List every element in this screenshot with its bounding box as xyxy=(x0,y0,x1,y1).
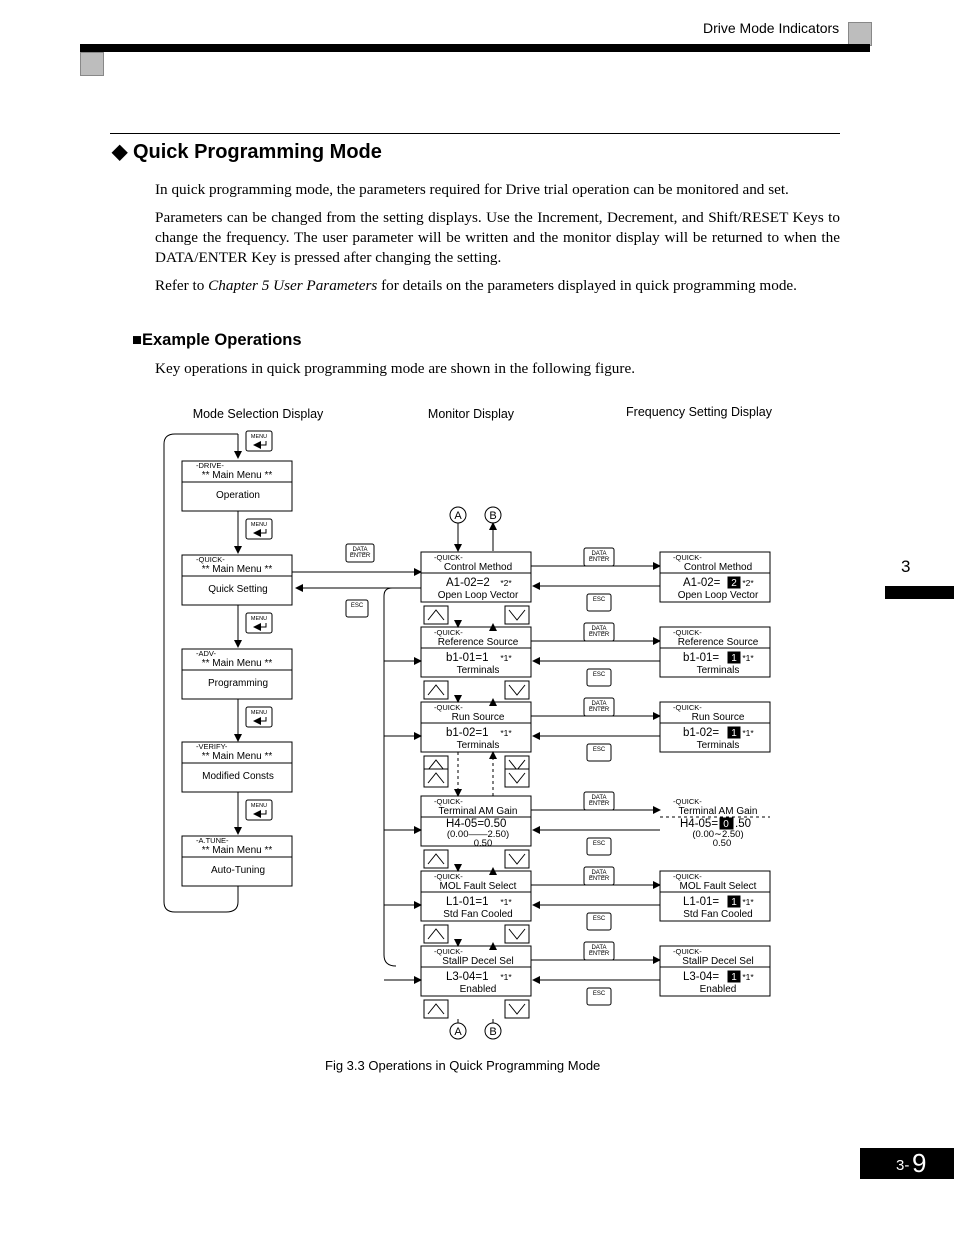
mode-tag: -VERIFY- xyxy=(196,742,228,751)
monitor-tag: -QUICK- xyxy=(434,703,463,712)
connector-a-top-label: A xyxy=(454,510,462,522)
monitor-note: *2* xyxy=(500,578,512,588)
monitor-title: Run Source xyxy=(451,712,505,723)
monitor-bracket xyxy=(384,588,421,966)
monitor-tag: -QUICK- xyxy=(434,947,463,956)
freq-default: 0.50 xyxy=(712,838,732,849)
freq-sub: Terminals xyxy=(696,740,740,751)
mode-name: Modified Consts xyxy=(202,771,274,782)
menu-key-label: MENU xyxy=(250,616,268,622)
freq-note: *1* xyxy=(742,897,754,907)
ref-pre: Refer to xyxy=(155,277,209,294)
monitor-value: L3-04=1 xyxy=(446,971,489,983)
freq-note: *1* xyxy=(742,728,754,738)
monitor-sub: Terminals xyxy=(456,740,500,751)
monitor-note: *1* xyxy=(500,653,512,663)
menu-key-label: MENU xyxy=(250,522,268,528)
freq-cursor-digit: 2 xyxy=(731,578,737,589)
increment-key[interactable] xyxy=(424,606,448,624)
freq-sub: Terminals xyxy=(696,665,740,676)
data-enter-key-label: DATA xyxy=(591,795,607,801)
monitor-sub: Terminals xyxy=(456,665,500,676)
monitor-value: b1-01=1 xyxy=(446,652,489,664)
freq-value-code: b1-01= xyxy=(683,652,720,664)
paragraph-keys: Parameters can be changed from the setting displays. Use the Increment, Decrement, and Shift/RESET Keys to change the frequency. The user parameter will be written and the monitor display will be returned to when the DATA/ENTER Key is pressed after changing the setting. xyxy=(155,209,840,266)
freq-value-code: L3-04= xyxy=(683,971,720,983)
monitor-value: A1-02=2 xyxy=(446,577,490,589)
data-enter-key-label: DATA xyxy=(352,547,368,553)
esc-key-label: ESC xyxy=(592,916,606,922)
data-enter-key-label: ENTER xyxy=(588,632,610,638)
chapter-tab-number: 3 xyxy=(901,557,911,576)
connector-b-bottom-label: B xyxy=(489,1026,497,1038)
esc-key-label: ESC xyxy=(592,747,606,753)
freq-tag: -QUICK- xyxy=(673,628,702,637)
freq-sub: Enabled xyxy=(699,984,737,995)
increment-key[interactable] xyxy=(424,681,448,699)
figure-caption: Fig 3.3 Operations in Quick Programming Mode xyxy=(325,1058,601,1073)
decrement-key[interactable] xyxy=(505,606,529,624)
freq-sub: Open Loop Vector xyxy=(677,590,759,601)
freq-tag: -QUICK- xyxy=(673,947,702,956)
freq-title: MOL Fault Select xyxy=(679,881,757,892)
data-enter-key-label: DATA xyxy=(591,945,607,951)
freq-value-code: L1-01= xyxy=(683,896,720,908)
data-enter-key-label: ENTER xyxy=(588,707,610,713)
monitor-tag: -QUICK- xyxy=(434,872,463,881)
increment-key[interactable] xyxy=(424,769,448,787)
connector-b-top-label: B xyxy=(489,510,497,522)
section-rule xyxy=(110,133,840,134)
menu-key-label: MENU xyxy=(250,434,268,440)
diamond-bullet-icon: ◆ xyxy=(112,141,128,163)
page-number-box xyxy=(860,1148,954,1179)
ref-post: for details on the parameters displayed in quick programming mode. xyxy=(377,277,797,294)
freq-sub: Std Fan Cooled xyxy=(683,909,753,920)
page-number-prefix: 3- xyxy=(896,1157,910,1174)
page-number: 9 xyxy=(912,1148,927,1178)
freq-note: *2* xyxy=(742,578,754,588)
esc-key-label: ESC xyxy=(350,603,364,609)
section-title: Quick Programming Mode xyxy=(132,141,382,163)
monitor-sub: Open Loop Vector xyxy=(437,590,519,601)
data-enter-key-label: ENTER xyxy=(588,876,610,882)
freq-title: Reference Source xyxy=(677,637,759,648)
esc-key-label: ESC xyxy=(592,991,606,997)
data-enter-key-label: ENTER xyxy=(588,557,610,563)
freq-note: *1* xyxy=(742,653,754,663)
data-enter-key-label: ENTER xyxy=(588,951,610,957)
connector-a-bottom-label: A xyxy=(454,1026,462,1038)
mode-title: ** Main Menu ** xyxy=(201,751,273,762)
increment-key[interactable] xyxy=(424,925,448,943)
operations-figure xyxy=(0,395,954,1095)
monitor-title: Control Method xyxy=(443,562,513,573)
data-enter-key-label: DATA xyxy=(591,626,607,632)
mode-title: ** Main Menu ** xyxy=(201,470,273,481)
mode-name: Quick Setting xyxy=(208,584,268,595)
freq-note: *1* xyxy=(742,972,754,982)
decrement-key[interactable] xyxy=(505,850,529,868)
monitor-note: *1* xyxy=(500,728,512,738)
monitor-title: StallP Decel Sel xyxy=(442,956,514,967)
subsection-heading xyxy=(132,331,302,350)
header-square-lower xyxy=(80,52,104,76)
esc-key-label: ESC xyxy=(592,672,606,678)
monitor-value: L1-01=1 xyxy=(446,896,489,908)
data-enter-key-label: DATA xyxy=(591,870,607,876)
heading-frequency-setting: Frequency Setting Display xyxy=(626,405,772,419)
running-header: Drive Mode Indicators xyxy=(703,20,840,36)
mode-name: Auto-Tuning xyxy=(210,865,266,876)
data-enter-key-label: ENTER xyxy=(588,801,610,807)
freq-title: Terminal AM Gain xyxy=(678,806,758,817)
freq-tag: -QUICK- xyxy=(673,703,702,712)
freq-cursor-digit: 0 xyxy=(723,819,729,830)
monitor-sub: Enabled xyxy=(459,984,497,995)
increment-key[interactable] xyxy=(424,1000,448,1018)
freq-cursor-digit: 1 xyxy=(731,653,737,664)
monitor-note: *1* xyxy=(500,972,512,982)
freq-cursor-digit: 1 xyxy=(731,972,737,983)
monitor-default: 0.50 xyxy=(473,838,493,849)
mode-tag: -QUICK- xyxy=(196,555,225,564)
mode-title: ** Main Menu ** xyxy=(201,564,273,575)
monitor-note: *1* xyxy=(500,897,512,907)
freq-cursor-digit: 1 xyxy=(731,897,737,908)
decrement-key[interactable] xyxy=(505,925,529,943)
data-enter-key-label: DATA xyxy=(591,701,607,707)
mode-name: Programming xyxy=(207,678,269,689)
freq-tag: -QUICK- xyxy=(673,553,702,562)
mode-tag: -ADV- xyxy=(196,649,217,658)
paragraph-reference xyxy=(155,276,840,296)
mode-title: ** Main Menu ** xyxy=(201,658,273,669)
freq-title: Control Method xyxy=(683,562,753,573)
freq-title: Run Source xyxy=(691,712,745,723)
data-enter-key-label: ENTER xyxy=(349,553,371,559)
ref-link: Chapter 5 User Parameters xyxy=(208,277,378,294)
mode-name: Operation xyxy=(216,490,260,501)
freq-value-code: b1-02= xyxy=(683,727,720,739)
increment-key[interactable] xyxy=(424,850,448,868)
esc-key-label: ESC xyxy=(592,841,606,847)
monitor-sub: Std Fan Cooled xyxy=(443,909,513,920)
freq-range: (0.00∼2.50) xyxy=(692,829,744,840)
esc-key-label: ESC xyxy=(592,597,606,603)
header-bar xyxy=(80,44,870,52)
monitor-tag: -QUICK- xyxy=(434,628,463,637)
subsection-title: Example Operations xyxy=(141,331,302,349)
mode-tag: -A.TUNE- xyxy=(196,836,229,845)
freq-value-code: H4-05= xyxy=(680,818,719,830)
mode-tag: -DRIVE- xyxy=(196,461,224,470)
square-bullet-icon: ■ xyxy=(132,331,142,349)
monitor-value: H4-05=0.50 xyxy=(446,818,507,830)
heading-mode-selection: Mode Selection Display xyxy=(192,407,324,421)
monitor-tag: -QUICK- xyxy=(434,553,463,562)
menu-key-label: MENU xyxy=(250,803,268,809)
freq-title: StallP Decel Sel xyxy=(682,956,754,967)
heading-monitor: Monitor Display xyxy=(427,407,515,421)
freq-value-code: A1-02= xyxy=(683,577,721,589)
monitor-title: Terminal AM Gain xyxy=(438,806,518,817)
freq-tag: -QUICK- xyxy=(673,872,702,881)
monitor-title: Reference Source xyxy=(437,637,519,648)
header-square xyxy=(848,22,872,46)
menu-key-label: MENU xyxy=(250,710,268,716)
monitor-value: b1-02=1 xyxy=(446,727,489,739)
monitor-title: MOL Fault Select xyxy=(439,881,517,892)
monitor-tag: -QUICK- xyxy=(434,797,463,806)
decrement-key[interactable] xyxy=(505,1000,529,1018)
freq-cursor-digit: 1 xyxy=(731,728,737,739)
chapter-tab-bar xyxy=(885,586,954,599)
paragraph-example: Key operations in quick programming mode are shown in the following figure. xyxy=(155,360,635,377)
paragraph-intro: In quick programming mode, the parameters required for Drive trial operation can be monitored and set. xyxy=(155,181,789,198)
section-heading xyxy=(112,139,382,164)
data-enter-key-label: DATA xyxy=(591,551,607,557)
freq-value-rest: .50 xyxy=(735,818,751,830)
monitor-range: (0.00——2.50) xyxy=(446,829,510,840)
decrement-key[interactable] xyxy=(505,769,529,787)
freq-tag: -QUICK- xyxy=(673,797,702,806)
decrement-key[interactable] xyxy=(505,681,529,699)
mode-title: ** Main Menu ** xyxy=(201,845,273,856)
